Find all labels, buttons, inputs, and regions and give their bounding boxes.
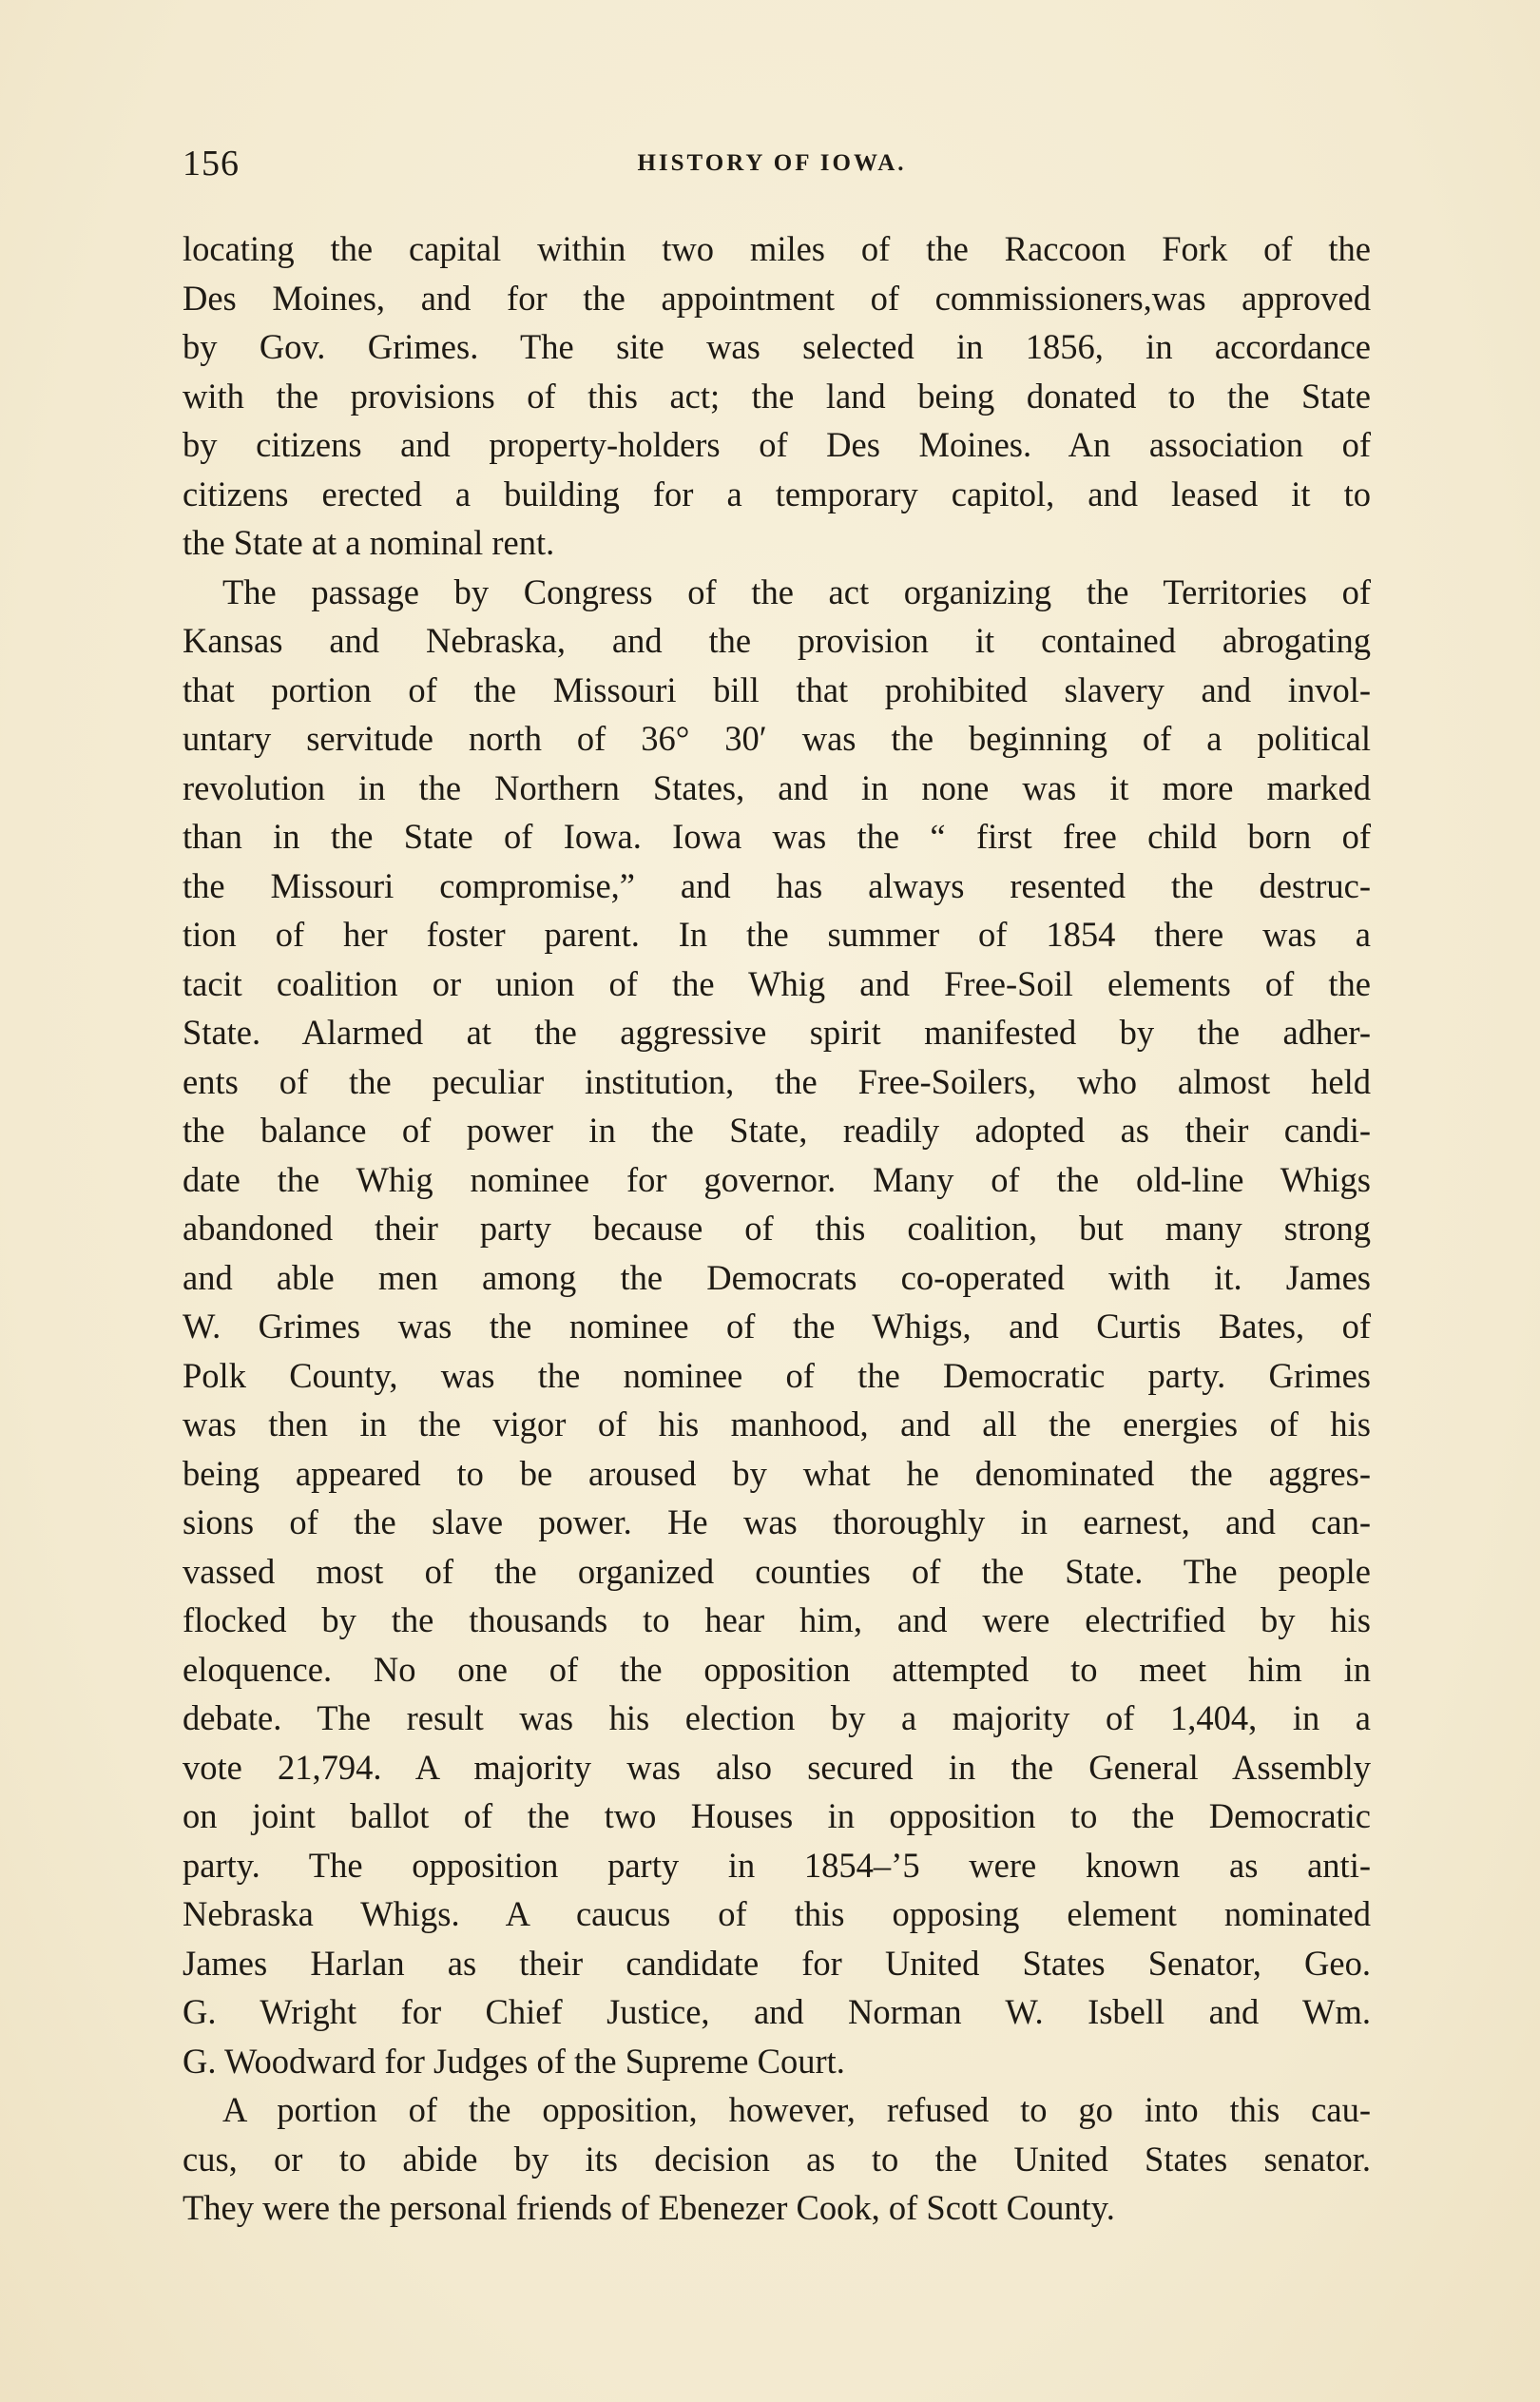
text-line: on joint ballot of the two Houses in opposition to the Democratic bbox=[183, 1796, 1371, 1835]
text-line: debate. The result was his election by a majority of 1,404, in a bbox=[183, 1698, 1371, 1737]
text-line: State. Alarmed at the aggressive spirit manifested by the adher- bbox=[183, 1013, 1371, 1052]
body-text bbox=[183, 224, 1371, 2233]
text-line: tacit coalition or union of the Whig and Free-Soil elements of the bbox=[183, 963, 1371, 1003]
text-line: locating the capital within two miles of the Raccoon Fork of the bbox=[183, 229, 1371, 268]
text-line: sions of the slave power. He was thoroughly in earnest, and can- bbox=[183, 1502, 1371, 1541]
text-line: untary servitude north of 36° 30′ was the beginning of a political bbox=[183, 719, 1371, 758]
page-number: 156 bbox=[183, 144, 240, 184]
text-line: than in the State of Iowa. Iowa was the “ first free child born of bbox=[183, 817, 1371, 856]
text-line: Kansas and Nebraska, and the provision it contained abrogating bbox=[183, 621, 1371, 660]
text-line: and able men among the Democrats co-operated with it. James bbox=[183, 1257, 1371, 1297]
paragraph bbox=[183, 2085, 1371, 2233]
text-line: was then in the vigor of his manhood, and all the energies of his bbox=[183, 1404, 1371, 1443]
text-line: They were the personal friends of Ebenezer Cook, of Scott County. bbox=[183, 2188, 1115, 2227]
text-line: Nebraska Whigs. A caucus of this opposing element nominated bbox=[183, 1894, 1371, 1933]
text-line: being appeared to be aroused by what he denominated the aggres- bbox=[183, 1453, 1371, 1493]
text-line: abandoned their party because of this coalition, but many strong bbox=[183, 1209, 1371, 1248]
text-line: the State at a nominal rent. bbox=[183, 523, 555, 562]
running-title: HISTORY OF IOWA. bbox=[637, 150, 907, 176]
text-line: vassed most of the organized counties of the State. The people bbox=[183, 1551, 1371, 1591]
text-line: flocked by the thousands to hear him, and were electrified by his bbox=[183, 1600, 1371, 1639]
text-line: ents of the peculiar institution, the Free-Soilers, who almost held bbox=[183, 1061, 1371, 1101]
text-line: citizens erected a building for a temporary capitol, and leased it to bbox=[183, 474, 1371, 513]
text-line: Des Moines, and for the appointment of commissioners,was approved bbox=[183, 278, 1371, 318]
text-line: party. The opposition party in 1854–’5 were known as anti- bbox=[183, 1845, 1371, 1885]
text-line: G. Wright for Chief Justice, and Norman W. Isbell and Wm. bbox=[183, 1992, 1371, 2031]
text-line: vote 21,794. A majority was also secured in the General Assembly bbox=[183, 1747, 1371, 1787]
text-line: the Missouri compromise,” and has always resented the destruc- bbox=[183, 865, 1371, 905]
text-line: W. Grimes was the nominee of the Whigs, and Curtis Bates, of bbox=[183, 1307, 1371, 1346]
text-line: tion of her foster parent. In the summer of 1854 there was a bbox=[183, 915, 1371, 954]
text-line: by Gov. Grimes. The site was selected in 1856, in accordance bbox=[183, 327, 1371, 366]
text-line: by citizens and property-holders of Des Moines. An association of bbox=[183, 425, 1371, 464]
text-line: revolution in the Northern States, and in none was it more marked bbox=[183, 767, 1371, 807]
text-line: cus, or to abide by its decision as to the United States senator. bbox=[183, 2139, 1371, 2179]
text-line: James Harlan as their candidate for United States Senator, Geo. bbox=[183, 1943, 1371, 1983]
text-line: G. Woodward for Judges of the Supreme Court. bbox=[183, 2041, 845, 2081]
text-line: The passage by Congress of the act organizing the Territories of bbox=[222, 571, 1371, 611]
text-line: A portion of the opposition, however, refused to go into this cau- bbox=[222, 2090, 1371, 2129]
text-line: that portion of the Missouri bill that prohibited slavery and invol- bbox=[183, 669, 1371, 709]
text-line: date the Whig nominee for governor. Many of the old-line Whigs bbox=[183, 1159, 1371, 1199]
text-line: eloquence. No one of the opposition attempted to meet him in bbox=[183, 1649, 1371, 1689]
text-line: Polk County, was the nominee of the Democratic party. Grimes bbox=[183, 1355, 1371, 1395]
page-header bbox=[183, 143, 1361, 190]
text-line: the balance of power in the State, readily adopted as their candi- bbox=[183, 1111, 1371, 1150]
paragraph bbox=[183, 224, 1371, 568]
text-line: with the provisions of this act; the land being donated to the State bbox=[183, 376, 1371, 416]
paragraph bbox=[183, 568, 1371, 2086]
